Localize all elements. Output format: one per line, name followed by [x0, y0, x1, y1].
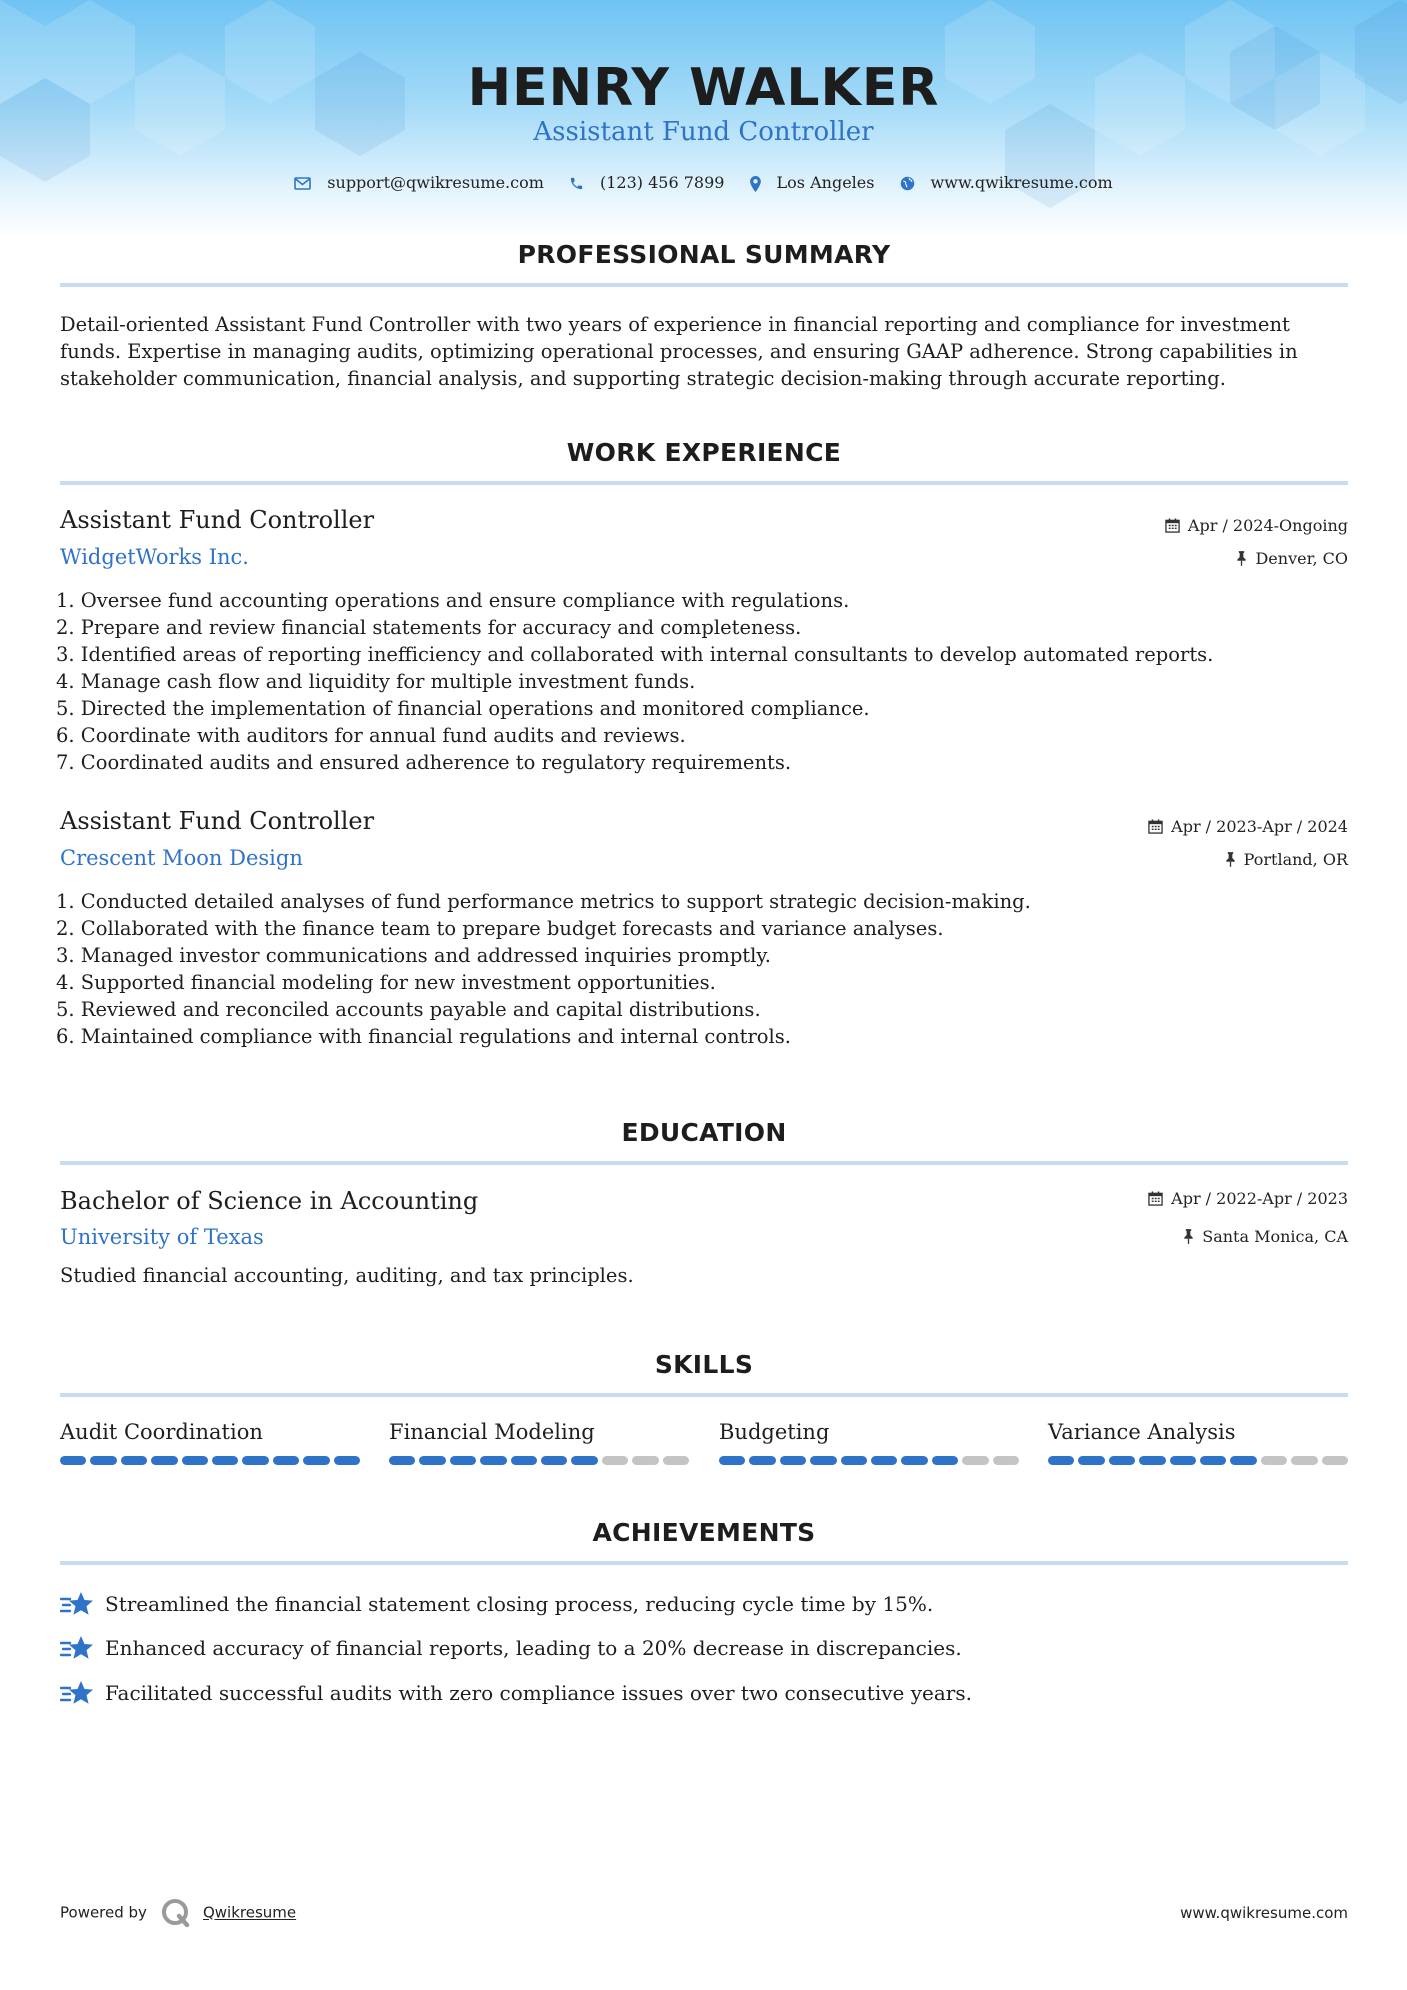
- globe-icon: [900, 176, 915, 191]
- skill-segment: [632, 1456, 658, 1465]
- job-title: Assistant Fund Controller: [60, 506, 375, 534]
- skill-segment: [1048, 1456, 1074, 1465]
- skill-segment: [182, 1456, 208, 1465]
- education-heading: EDUCATION: [621, 1118, 787, 1147]
- skill-segment: [212, 1456, 238, 1465]
- skill-segment: [719, 1456, 745, 1465]
- pushpin-icon: [1236, 551, 1247, 566]
- skill-label: Financial Modeling: [389, 1420, 595, 1444]
- skill-segment: [1200, 1456, 1226, 1465]
- skill-segment: [810, 1456, 836, 1465]
- skill-segment: [389, 1456, 415, 1465]
- phone-icon: [569, 176, 584, 191]
- degree-title: Bachelor of Science in Accounting: [60, 1187, 479, 1215]
- list-item: 3. Identified areas of reporting inefficiency and collaborated with internal consultants to develop automated reports.: [56, 643, 1214, 666]
- job-location: Portland, OR: [1225, 850, 1348, 869]
- pushpin-icon: [1183, 1229, 1194, 1244]
- skill-segment: [242, 1456, 268, 1465]
- calendar-icon: [1148, 1191, 1163, 1206]
- skill-segment: [450, 1456, 476, 1465]
- skill-segment: [901, 1456, 927, 1465]
- skills-divider: [60, 1393, 1348, 1397]
- skill-segment: [749, 1456, 775, 1465]
- summary-text: Detail-oriented Assistant Fund Controller with two years of experience in financial reporting and compliance for investment funds. Expertise in managing audits, optimizing operational processes, and ensuring GAAP adherence. Strong capabilities in stakeholder communication, financial analysis, and supporting strategic decision-making through accurate reporting.: [60, 313, 1298, 390]
- skill-label: Audit Coordination: [60, 1420, 263, 1444]
- achievements-heading: ACHIEVEMENTS: [592, 1518, 816, 1547]
- list-item: 4. Supported financial modeling for new investment opportunities.: [56, 971, 716, 994]
- skill-segment: [571, 1456, 597, 1465]
- qwikresume-logo-icon: [161, 1898, 191, 1928]
- skills-heading: SKILLS: [654, 1350, 754, 1379]
- skill-segment: [932, 1456, 958, 1465]
- skill-segment: [841, 1456, 867, 1465]
- skill-segment: [151, 1456, 177, 1465]
- skill-segment: [780, 1456, 806, 1465]
- list-item: 6. Coordinate with auditors for annual fund audits and reviews.: [56, 724, 686, 747]
- skill-financial-modeling: [389, 1420, 689, 1450]
- skill-audit-coordination: [60, 1420, 360, 1450]
- skill-level-bar: [389, 1456, 689, 1465]
- skill-segment: [480, 1456, 506, 1465]
- contact-website[interactable]: www.qwikresume.com: [900, 173, 1113, 192]
- qwikresume-link[interactable]: Qwikresume: [202, 1903, 297, 1922]
- skill-segment: [60, 1456, 86, 1465]
- list-item: 1. Oversee fund accounting operations and ensure compliance with regulations.: [56, 589, 850, 612]
- list-item: 5. Directed the implementation of financial operations and monitored compliance.: [56, 697, 870, 720]
- skill-label: Variance Analysis: [1048, 1420, 1236, 1444]
- skill-segment: [1109, 1456, 1135, 1465]
- skill-segment: [1078, 1456, 1104, 1465]
- star-icon: [60, 1679, 94, 1709]
- skill-segment: [511, 1456, 537, 1465]
- list-item: 6. Maintained compliance with financial regulations and internal controls.: [56, 1025, 791, 1048]
- candidate-role: Assistant Fund Controller: [533, 117, 874, 147]
- skill-segment: [121, 1456, 147, 1465]
- skill-variance-analysis: [1048, 1420, 1348, 1450]
- education-location: Santa Monica, CA: [1183, 1227, 1348, 1246]
- skill-segment: [419, 1456, 445, 1465]
- skill-segment: [303, 1456, 329, 1465]
- contact-phone[interactable]: (123) 456 7899: [569, 173, 724, 192]
- skill-segment: [90, 1456, 116, 1465]
- skill-budgeting: [719, 1420, 1019, 1450]
- skill-segment: [993, 1456, 1019, 1465]
- summary-heading: PROFESSIONAL SUMMARY: [517, 240, 891, 269]
- achievements-divider: [60, 1561, 1348, 1565]
- skill-level-bar: [60, 1456, 360, 1465]
- skill-segment: [1291, 1456, 1317, 1465]
- list-item: 3. Managed investor communications and addressed inquiries promptly.: [56, 944, 772, 967]
- contact-location: Los Angeles: [750, 173, 875, 192]
- education-description: Studied financial accounting, auditing, and tax principles.: [60, 1264, 634, 1287]
- envelope-icon: [294, 177, 311, 190]
- skill-segment: [1230, 1456, 1256, 1465]
- skill-segment: [334, 1456, 360, 1465]
- contact-bar: [0, 172, 1407, 192]
- footer-powered-by: Powered by Qwikresume: [60, 1898, 296, 1928]
- company-name: Crescent Moon Design: [60, 846, 303, 870]
- star-icon: [60, 1590, 94, 1620]
- skill-segment: [541, 1456, 567, 1465]
- list-item: 2. Collaborated with the finance team to prepare budget forecasts and variance analyses.: [56, 917, 944, 940]
- summary-divider: [60, 283, 1348, 287]
- skill-segment: [962, 1456, 988, 1465]
- job-location: Denver, CO: [1236, 549, 1348, 568]
- education-dates: Apr / 2022-Apr / 2023: [1148, 1189, 1348, 1208]
- job-duties-list: [56, 587, 1213, 776]
- footer-website[interactable]: www.qwikresume.com: [1180, 1904, 1348, 1922]
- star-icon: [60, 1634, 94, 1664]
- skill-segment: [1170, 1456, 1196, 1465]
- skill-segment: [1261, 1456, 1287, 1465]
- job-duties-list: [56, 888, 1031, 1050]
- skill-segment: [871, 1456, 897, 1465]
- list-item: 5. Reviewed and reconciled accounts payable and capital distributions.: [56, 998, 761, 1021]
- contact-email[interactable]: support@qwikresume.com: [294, 173, 544, 192]
- education-divider: [60, 1161, 1348, 1165]
- map-pin-icon: [750, 176, 761, 192]
- skill-segment: [1139, 1456, 1165, 1465]
- list-item: 7. Coordinated audits and ensured adherence to regulatory requirements.: [56, 751, 792, 774]
- pushpin-icon: [1225, 852, 1236, 867]
- skill-segment: [602, 1456, 628, 1465]
- calendar-icon: [1165, 518, 1180, 533]
- list-item: 4. Manage cash flow and liquidity for multiple investment funds.: [56, 670, 696, 693]
- skill-segment: [663, 1456, 689, 1465]
- calendar-icon: [1148, 819, 1163, 834]
- job-title: Assistant Fund Controller: [60, 807, 375, 835]
- school-name: University of Texas: [60, 1225, 264, 1249]
- list-item: 2. Prepare and review financial statements for accuracy and completeness.: [56, 616, 802, 639]
- skill-segment: [273, 1456, 299, 1465]
- list-item: 1. Conducted detailed analyses of fund performance metrics to support strategic decision-making.: [56, 890, 1031, 913]
- job-dates: Apr / 2023-Apr / 2024: [1148, 817, 1348, 836]
- skill-level-bar: [1048, 1456, 1348, 1465]
- experience-heading: WORK EXPERIENCE: [566, 438, 842, 467]
- skill-level-bar: [719, 1456, 1019, 1465]
- skill-label: Budgeting: [719, 1420, 830, 1444]
- experience-divider: [60, 481, 1348, 485]
- company-name: WidgetWorks Inc.: [60, 545, 249, 569]
- skill-segment: [1322, 1456, 1348, 1465]
- candidate-name: HENRY WALKER: [467, 58, 940, 118]
- job-dates: Apr / 2024-Ongoing: [1165, 516, 1348, 535]
